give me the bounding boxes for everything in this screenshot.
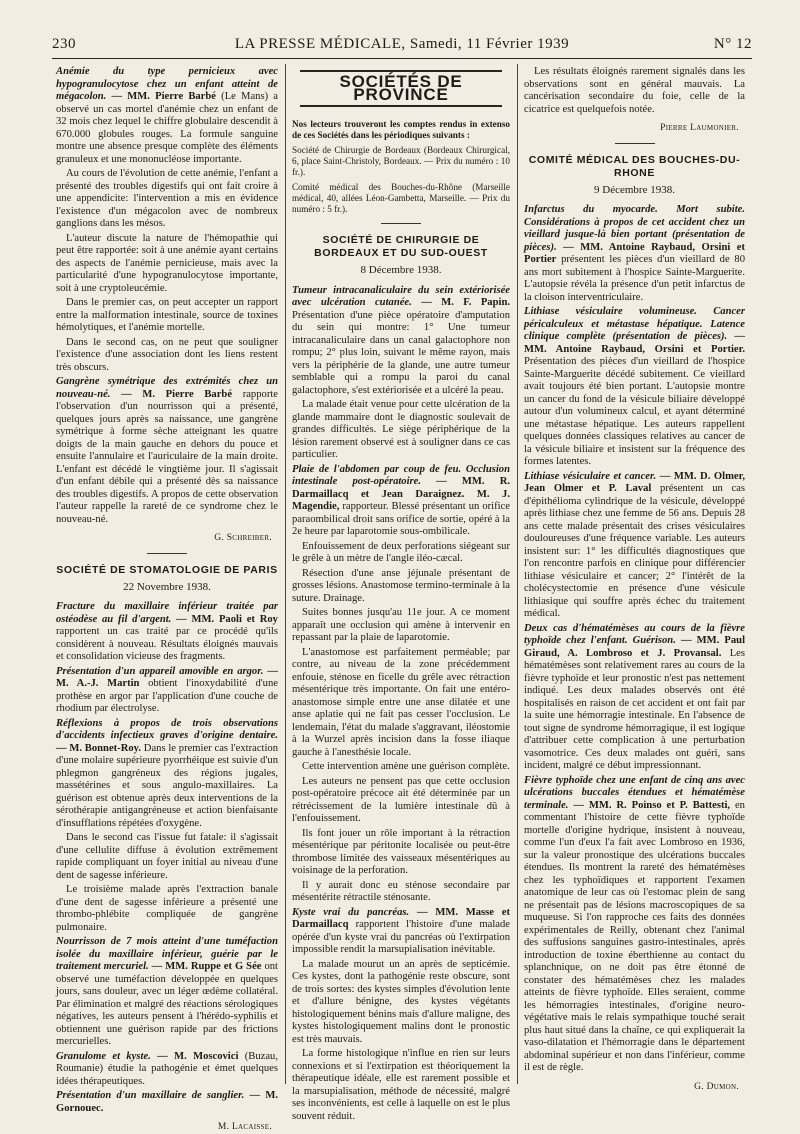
article-authors: — M. Moscovici	[157, 1050, 239, 1062]
article-paragraph	[56, 936, 278, 1049]
article-text: Dans le premier cas, on peut accepter un rapport entre la malformation intestinale, source de toxines hémolytiques, et l'anémie mortelle.	[56, 297, 278, 333]
article-text: rapportent l'histoire d'une malade opérée d'un kyste vrai du pancréas où l'extirpation impossible rendit la marsupialisation inévitable.	[292, 919, 510, 955]
article-authors: — MM. D. Olmer, Jean Olmer et P. Laval	[524, 470, 745, 494]
article-title: Kyste vrai du pancréas.	[292, 906, 410, 918]
article-title: Présentation d'un appareil amovible en argor.	[56, 665, 264, 677]
article-title: Tumeur intracanaliculaire du sein extériorisée avec ulcération cutanée.	[292, 284, 510, 308]
session-date: 8 Décembre 1938.	[360, 264, 442, 276]
article-authors: — MM. Antoine Raybaud, Orsini et Portier.	[524, 331, 745, 355]
separator-rule	[381, 223, 421, 224]
article-paragraph	[56, 1090, 278, 1115]
article-paragraph	[524, 775, 745, 1075]
article-text: Dans le second cas, on ne peut que souligner l'existence d'une association dont les liens restent très obscurs.	[56, 336, 278, 373]
signature: M. Lacaisse.	[217, 1122, 272, 1132]
column-divider-right	[517, 64, 518, 1084]
article-paragraph	[292, 907, 510, 957]
article-text: Présentation d'une pièce opératoire d'amputation du sein qui montre: 1° Une tumeur intracanaliculaire dans un canal galactophore non rompu; 2° plus loin, suivant le même rayon, mais vers la périphérie de la glande, une autre tumeur semblable qui a rompu la paroi du canal galactophore, s'est extériorisée et a ulcéré la peau.	[292, 309, 510, 396]
article-title: Granulome et kyste.	[56, 1050, 151, 1062]
article-paragraph	[524, 623, 745, 773]
article-title: Réflexions à propos de trois observations d'accidents infectieux graves d'origine dentaire.	[56, 717, 278, 741]
article-authors: — MM. R. Poinso et P. Battesti,	[573, 799, 731, 811]
article-text: Présentation des pièces d'un vieillard de l'hospice Sainte-Marguerite décédé subitement. Ce vieillard avait toujours été bien portant. L'autopsie montre un cancer du fond de la vésicule biliaire développé autour d'un volumineux calcul, et ayant déterminé une métastase hépatique. Les auteurs rappellent quelques données classiques relatives au cancer de la vésicule biliaire et insistent sur la fréquence des formes latentes.	[524, 356, 745, 467]
signature: Pierre Laumonier.	[660, 123, 739, 133]
article-text: en commentant l'histoire de cette fièvre typhoïde mortelle d'origine hydrique, insistent à nouveau, comme l'un d'eux l'a fait avec Lombroso en 1936, sur la valeur pronostique des ulcérations buccales étendues. Ils montrent la rareté des hématémèses chez les typhoïdiques et rapportent l'examen anatomique de leur cas où l'estomac plein de sang ne présentait pas de lésions macroscopiques de sa muqueuse. Si l'on rapproche ces faits des données expérimentales de Reilly, obtenant chez l'animal des suffusions sanguines gastro-intestinales, après introduction de toxine éberthienne au contact du splanchnique, on ne doit pas être étonné de constater des hématémèses chez les malades atteints de fièvre typhoïde. Elles seraient, comme les hémorragies intestinales, d'origine neuro-végétative mais le relais sympathique touché serait plus haut situé dans la chaîne, ce qui expliquerait la vaso-dilatation et l'hémorragie dans le département abdominal supérieur et non dans l'inférieur, comme il est de règle.	[524, 799, 745, 1073]
article-paragraph	[524, 471, 745, 621]
article-title: Deux cas d'hématémèses au cours de la fièvre typhoïde chez l'enfant. Guérison.	[524, 622, 745, 646]
column-3	[524, 66, 745, 1091]
article-title: Fracture du maxillaire inférieur traitée par ostéodèse au fil d'argent.	[56, 601, 278, 625]
article-paragraph	[292, 464, 510, 539]
article-title: Fièvre typhoïde chez une enfant de cinq ans avec ulcérations buccales étendues et hématémèse terminale.	[524, 774, 745, 811]
article-title: Plaie de l'abdomen par coup de feu. Occlusion intestinale post-opératoire.	[292, 463, 510, 487]
article-authors: — MM. Paoli et Roy	[176, 613, 278, 625]
column-divider-left	[285, 64, 286, 1084]
article-title: Anémie du type pernicieux avec hypogranulocytose chez un enfant atteint de mégacolon.	[56, 66, 278, 102]
article-title: Lithiase vésiculaire et cancer.	[524, 470, 657, 482]
article-paragraph	[56, 376, 278, 526]
note-item: Comité médical des Bouches-du-Rhône (Marseille médical, 40, allées Léon-Gambetta, Marseille. — Prix du numéro : 5 fr.).	[292, 182, 510, 214]
article-text: Cette intervention amène une guérison complète.	[302, 761, 510, 772]
article-title: Infarctus du myocarde. Mort subite. Considérations à propos de cet accident chez un vieillard jusque-là bien portant (présentation de pièces).	[524, 204, 745, 253]
article-text: Le troisième malade après l'extraction banale d'une dent de sagesse inférieure a présenté une thrombo-phlébite compliquée de gangrène pulmonaire.	[56, 884, 278, 933]
article-authors: — MM. R. Darmaillacq et Jean Daraignez. M. J. Magendie,	[292, 476, 510, 512]
article-text: Dans le second cas l'issue fut fatale: il s'agissait d'une cellulite diffuse à évolution extrêmement rapide compliquant un foyer initial au niveau d'une dent de sagesse inférieure.	[56, 832, 278, 881]
session-date: 9 Décembre 1938.	[594, 183, 675, 196]
article-authors: — M. A.-J. Martin	[56, 665, 278, 689]
article-authors: — MM. Pierre Barbé	[111, 91, 216, 102]
article-authors: — MM. Antoine Raybaud, Orsini et Portier	[524, 241, 745, 265]
article-authors: — M. Pierre Barbé	[121, 388, 233, 400]
header-rule	[52, 58, 752, 59]
article-text: présentent un cas d'épithélioma cylindrique de la vésicule, développé après lithiase chez une femme de 56 ans. Depuis 28 ans cette malade présentait des crises vésiculaires douloureuses d'une fréquence variable. Les auteurs insistent sur: 1° les difficultés diagnostiques que l'on rencontre parfois en clinique pour différencier lithiase vésiculaire et cancer; 2° l'intérêt de la cholécystectomie en présence d'une vésicule lithiasique qui souffre après échec du traitement médical.	[524, 483, 745, 619]
page-header	[52, 34, 752, 56]
article-text: rapporteur. Blessé présentant un orifice paraombilical droit sans orifice de sortie, opéré à la 2e heure par laparotomie sous-ombilicale.	[292, 501, 510, 537]
article-authors: — M. Bonnet-Roy.	[56, 742, 142, 754]
article-text: Les hématémèses sont relativement rares au cours de la fièvre typhoïde et leur pronostic n'est pas nettement indiqué. Les deux malades observés ont été hospitalisés en raison de cet accident et ont fait par la suite une hémorragie intestinale. En l'absence de tout signe de syndrome hémorragique, il est logique d'attribuer cette complication à une perturbation vasomotrice. Ces deux malades ont guéri, sans incident, malgré ce début impressionnant.	[524, 647, 745, 771]
article-text: La malade était venue pour cette ulcération de la glande mammaire dont le diagnostic soulevait de grandes difficultés. Le siège périphérique de la lésion rarement observé est à souligner dans ce cas particulier.	[292, 399, 510, 460]
article-authors: — MM. Masse et Darmaillacq	[292, 906, 510, 930]
article-paragraph	[56, 66, 278, 166]
column-1	[56, 66, 279, 1132]
article-text: La forme histologique n'influe en rien sur leurs connexions et si l'extirpation est théoriquement la thérapeutique idéale, elle est rarement possible et la marsupialisation, méthode de nécessité, malgré ses inconvénients, est celle à laquelle on est le plus souvent réduit.	[292, 1048, 510, 1122]
masthead: LA PRESSE MÉDICALE, Samedi, 11 Février 1939	[234, 36, 570, 52]
article-title: Nourrisson de 7 mois atteint d'une tuméfaction isolée du maxillaire inférieur, guérie par le traitement mercuriel.	[56, 936, 278, 972]
article-text: obtient l'inoxydabilité d'une prothèse en argor par l'application d'une couche de rhodium par électrolyse.	[56, 678, 278, 714]
article-text: L'anastomose est parfaitement perméable; par contre, au niveau de la zone précédemment enfouie, sténose en ficelle du grêle avec rétraction mésentérique très importante. On fait une entéro-anastomose simple entre une anse dilatée et une anse aplatie qui ne fait pas cesser l'occlusion. Le lendemain, l'état du malade s'aggravant, iléostomie à la Wurzel après incision dans la fosse iliaque gauche à l'anesthésie locale.	[292, 646, 510, 758]
article-authors: — MM. Paul Giraud, A. Lombroso et J. Provansal.	[524, 635, 746, 659]
article-paragraph	[524, 204, 745, 304]
article-text: Résection d'une anse jéjunale présentant de grosses lésions. Anastomose termino-terminale à la suture. Drainage.	[292, 567, 510, 604]
article-text: ont observé une tuméfaction développée en quelques jours, sans douleur, avec un léger œdème collatéral. Par élimination et malgré des réactions sérologiques négatives, les auteurs pensent à l'hérédo-syphilis et obtiennent une guérison rapide par des frictions mercurielles.	[56, 961, 278, 1047]
column-2	[292, 66, 510, 1122]
article-authors: — MM. Ruppe et G Sée	[151, 961, 262, 972]
society-heading: COMITÉ MÉDICAL DES BOUCHES-DU-RHONE	[528, 153, 741, 179]
article-title: Présentation d'un maxillaire de sanglier.	[56, 1090, 245, 1101]
editorial-note	[292, 119, 510, 215]
article-text: Au cours de l'évolution de cette anémie, l'enfant a présenté des troubles digestifs qui ont fait croire à une appendicite: l'intervention a mis en évidence l'existence d'un mégacolon avec de nombreux ganglions dans les mésos.	[56, 168, 278, 229]
article-paragraph	[56, 1051, 278, 1089]
article-paragraph	[524, 306, 745, 469]
article-text: Les résultats éloignés rarement signalés dans les observations sont en général mauvais. La cancérisation secondaire du foie, celle de la cicatrice est quelquefois notée.	[524, 66, 745, 115]
article-text: Il y aurait donc eu sténose secondaire par mésentérite rétractile sténosante.	[292, 879, 510, 903]
signature: G. Schreiber.	[214, 533, 272, 543]
article-text: rapporte l'observation d'un nourrisson qui a présenté, quelques jours après sa naissance, une gangrène symétrique à forme sèche atteignant les quatre doigts de la main gauche en dehors du pouce et ensuite l'annulaire et l'auriculaire de la main droite. L'enfant est décédé le vingtième jour. Il s'agissait d'un enfant débile qui a présenté dès sa naissance des troubles digestifs. A propos de cette observation l'auteur rappelle la rareté de ce syndrome chez le nouveau-né.	[56, 388, 278, 525]
society-heading: SOCIÉTÉ DE CHIRURGIE DE BORDEAUX ET DU SUD-OUEST	[314, 234, 488, 259]
article-text: rapportent un cas traité par ce procédé qu'ils considèrent à nouveau. Résultats éloignés mauvais et consolidation vicieuse des fragments.	[56, 626, 278, 662]
article-paragraph	[292, 285, 510, 398]
note-intro: Nos lecteurs trouveront les comptes rendus in extenso de ces Sociétés dans les périodiques suivants :	[292, 119, 510, 140]
article-paragraph	[56, 718, 278, 831]
separator-rule	[615, 143, 655, 144]
article-text: La malade mourut un an après de septicémie. Ces kystes, dont la pathogénie reste obscure, sont de trois sortes: des kystes simples d'évolution lente et d'allure bénigne, des kystes végétants histologiquement bénins mais d'allure maligne, des kystes histologiquement malins dont le pronostic est très mauvais.	[292, 958, 510, 1045]
article-authors: — M. Gornouec.	[56, 1090, 279, 1114]
article-text: présentent les pièces d'un vieillard de 80 ans mort subitement à l'hospice Sainte-Marguerite. L'autopsie révéla la présence d'un petit infarctus de la cloison interventriculaire.	[524, 254, 745, 303]
article-text: L'auteur discute la nature de l'hémopathie qui peut être rapportée: soit à une anémie ayant certains des aspects de l'anémie pernicieuse, mais avec la particularité d'une hypogranulocytose importante, soit à une cryptoleucémie.	[56, 232, 278, 294]
article-text: Dans le premier cas l'extraction d'une molaire supérieure pyorrhéique est suivie d'un phlegmon gangréneux des régions jugales, massétérines et sous angulo-maxillaires. La guérison est obtenue après deux interventions de la sérothérapie antigangréneuse et action bienfaisante d'insufflations répétées d'oxygène.	[56, 742, 278, 829]
article-text: Suites bonnes jusqu'au 11e jour. A ce moment apparaît une occlusion qui amène à intervenir en repassant par la plaie de laparotomie.	[292, 607, 510, 643]
article-title: Lithiase vésiculaire volumineuse. Cancer péricalculeux et métastase hépatique. Latence clinique complète (présentation de pièces).	[524, 306, 745, 342]
article-paragraph	[56, 601, 278, 664]
session-date: 22 Novembre 1938.	[123, 580, 211, 593]
separator-rule	[147, 553, 187, 554]
page-number: 230	[52, 36, 76, 52]
article-text: Les auteurs ne pensent pas que cette occlusion post-opératoire précoce ait été déterminée par un rétrécissement de la lumière intestinale dû à l'enfouissement.	[292, 775, 510, 824]
section-banner: SOCIÉTÉS DE PROVINCE	[300, 70, 502, 107]
issue-number: N° 12	[713, 36, 752, 52]
article-text: Enfouissement de deux perforations siégeant sur le grêle à un mètre de l'angle iléo-cæcal.	[292, 540, 510, 564]
society-heading: SOCIÉTÉ DE STOMATOLOGIE DE PARIS	[56, 563, 278, 576]
article-text: (Le Mans) a observé un cas mortel d'anémie chez un enfant de 32 mois chez lequel le chiffre globulaire descendit à 670.000 globules rouges. La formule sanguine montre une absence presque complète des éléments granuleux et une mononucléose importante.	[56, 91, 278, 165]
note-item: Société de Chirurgie de Bordeaux (Bordeaux Chirurgical, 6, place Saint-Christoly, Bordeaux. — Prix du numéro : 10 fr.).	[292, 145, 510, 177]
article-text: Ils font jouer un rôle important à la rétraction mésentérique par péritonite localisée ou peut-être thrombose limitée des vaisseaux mésentériques au voisinage de la perforation.	[292, 827, 510, 876]
article-text: (Buzau, Roumanie) étudie la pathogénie et émet quelques idées thérapeutiques.	[56, 1050, 279, 1087]
article-paragraph	[56, 666, 278, 716]
signature: G. Dumon.	[694, 1081, 739, 1092]
article-authors: — M. F. Papin.	[421, 297, 510, 308]
article-title: Gangrène symétrique des extrémités chez un nouveau-né.	[56, 376, 278, 400]
